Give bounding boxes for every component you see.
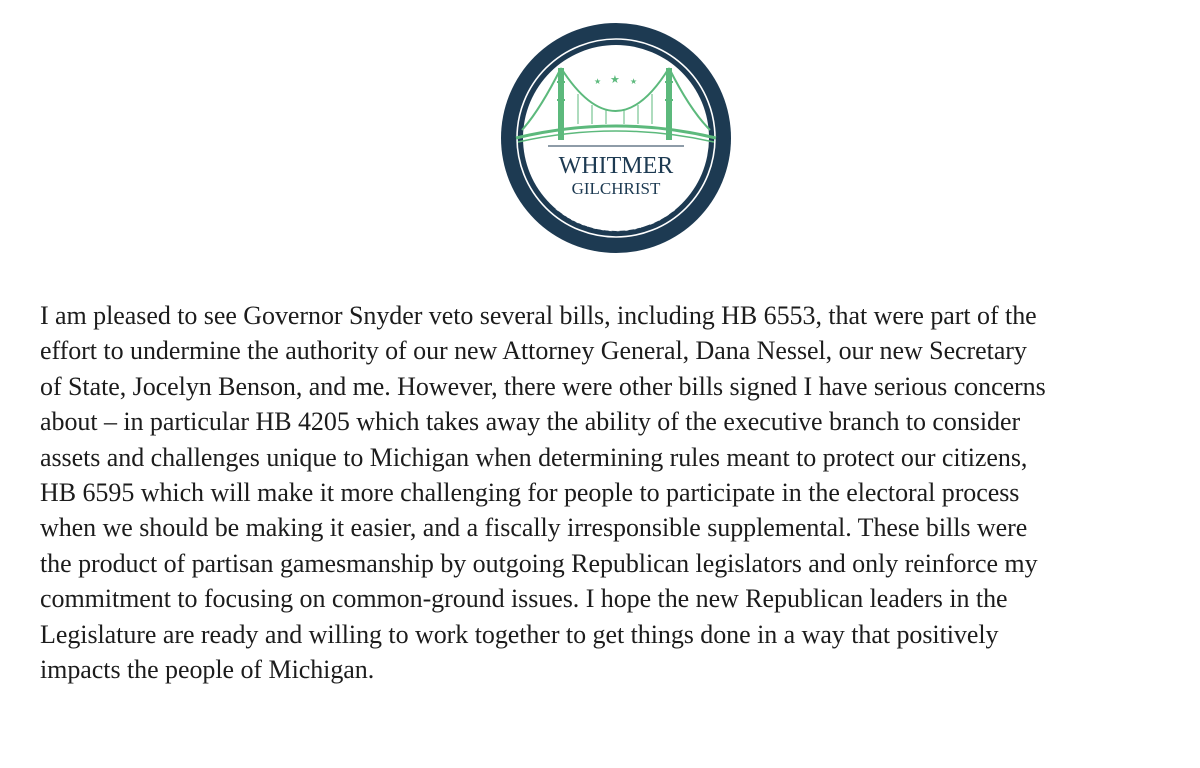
statement-line: I am pleased to see Governor Snyder veto several bills, including HB 6553, that were part of the — [40, 301, 1037, 330]
statement-line: about – in particular HB 4205 which takes away the ability of the executive branch to consider — [40, 407, 1021, 437]
logo-top-arc-text: MICHIGAN — [575, 48, 657, 70]
statement-line: effort to undermine the authority of our new Attorney General, Dana Nessel, our new Secretary — [40, 336, 1027, 366]
svg-text:★: ★ — [610, 73, 620, 86]
logo-name-secondary: GILCHRIST — [571, 179, 661, 198]
transition-logo — [500, 22, 732, 254]
statement-line: the product of partisan gamesmanship by outgoing Republican legislators and only reinforce my — [40, 548, 1038, 578]
governor-statement — [40, 298, 1190, 687]
logo-bottom-arc-text: TRANSITION 2018 — [552, 200, 680, 235]
statement-line: impacts the people of Michigan. — [40, 655, 375, 685]
statement-line: of State, Jocelyn Benson, and me. However, there were other bills signed I have serious concerns — [40, 371, 1046, 401]
statement-line: when we should be making it easier, and a fiscally irresponsible supplemental. These bills were — [40, 513, 1028, 543]
statement-line: commitment to focusing on common-ground issues. I hope the new Republican leaders in the — [40, 584, 1008, 614]
statement-line: Legislature are ready and willing to work together to get things done in a way that positively — [40, 619, 999, 649]
statement-line: assets and challenges unique to Michigan when determining rules meant to protect our citizens, — [40, 442, 1028, 472]
statement-line: HB 6595 which will make it more challenging for people to participate in the electoral process — [40, 478, 1020, 508]
svg-text:★: ★ — [630, 77, 638, 86]
svg-text:★: ★ — [594, 77, 602, 86]
logo-name-primary: WHITMER — [558, 153, 674, 179]
transition-logo-graphic — [500, 22, 732, 254]
